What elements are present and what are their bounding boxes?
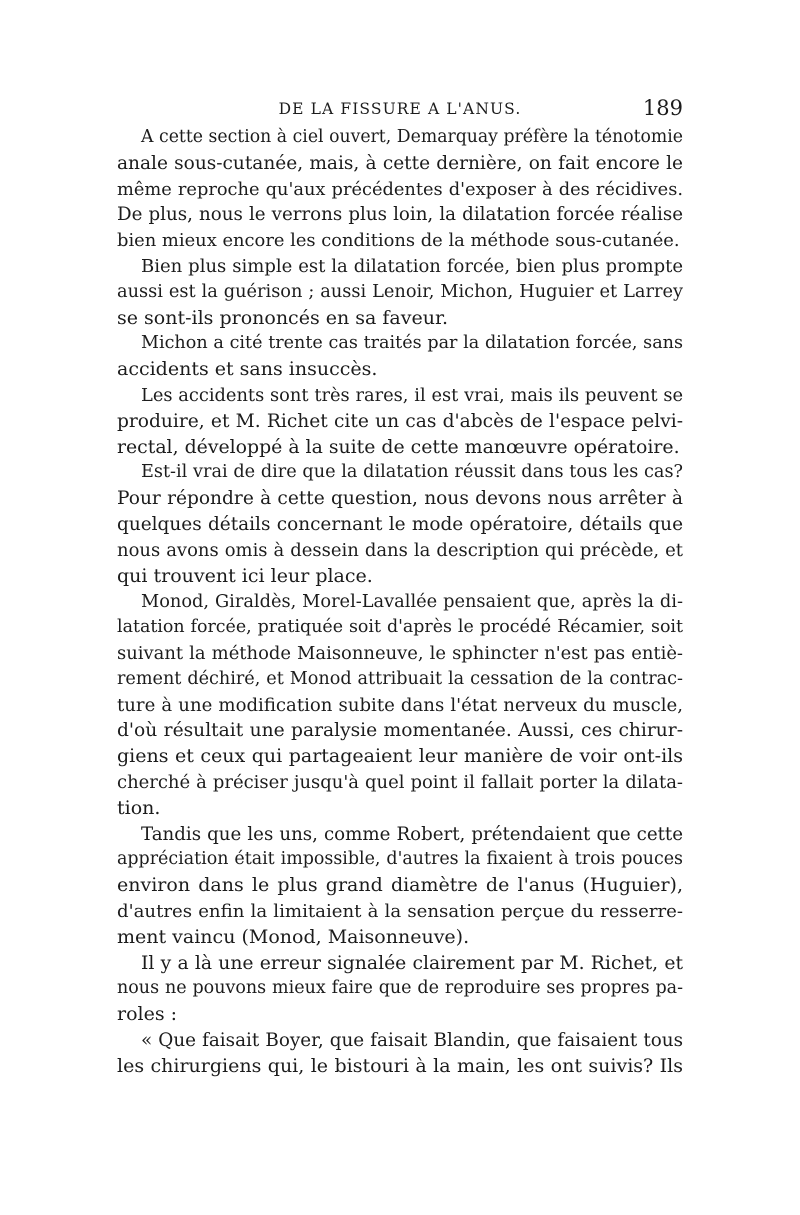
text-line: A cette section à ciel ouvert, Demarquay préfère la ténotomie: [141, 127, 683, 147]
text-line: Les accidents sont très rares, il est vrai, mais ils peuvent se: [141, 384, 683, 406]
text-line: giens et ceux qui partageaient leur manière de voir ont-ils: [117, 745, 683, 768]
text-line: latation forcée, pratiquée soit d'après le procédé Récamier, soit: [117, 617, 683, 638]
paragraph: [117, 1028, 683, 1080]
text-line: quelques détails concernant le mode opératoire, détails que: [117, 513, 683, 535]
text-line: suivant la méthode Maisonneuve, le sphincter n'est pas entiè-: [117, 642, 683, 664]
text-line: Il y a là une erreur signalée clairement par M. Richet, et: [141, 952, 683, 974]
text-line: « Que faisait Boyer, que faisait Blandin, que faisaient tous: [141, 1029, 683, 1051]
paragraph: [117, 589, 683, 821]
text-line: nous ne pouvons mieux faire que de reproduire ses propres pa-: [117, 978, 683, 999]
text-line: Monod, Giraldès, Morel-Lavallée pensaient que, après la di-: [141, 591, 683, 613]
text-line: Est-il vrai de dire que la dilatation réussit dans tous les cas?: [141, 462, 683, 483]
text-line: Bien plus simple est la dilatation forcée, bien plus prompte: [141, 255, 683, 277]
text-line: ture à une modification subite dans l'état nerveux du muscle,: [117, 694, 683, 716]
running-title: DE LA FISSURE A L'ANUS.: [278, 100, 522, 118]
text-line: bien mieux encore les conditions de la méthode sous-cutanée.: [117, 230, 680, 252]
text-line: rectal, développé à la suite de cette manœuvre opératoire.: [117, 435, 680, 458]
text-line: rement déchiré, et Monod attribuait la cessation de la contrac-: [117, 668, 683, 689]
text-line: tion.: [117, 796, 161, 819]
text-line: Pour répondre à cette question, nous devons nous arrêter à: [117, 488, 683, 510]
text-line: nous avons omis à dessein dans la description qui précède, et: [117, 539, 683, 561]
text-line: les chirurgiens qui, le bistouri à la main, les ont suivis? Ils: [117, 1054, 683, 1077]
text-line: d'où résultait une paralysie momentanée. Aussi, ces chirur-: [117, 720, 683, 742]
text-line: se sont-ils prononcés en sa faveur.: [117, 306, 448, 329]
text-line: cherché à préciser jusqu'à quel point il fallait porter la dilata-: [117, 771, 683, 793]
text-line: roles :: [117, 1003, 178, 1026]
text-line: Tandis que les uns, comme Robert, prétendaient que cette: [141, 823, 683, 845]
page-number: 189: [642, 96, 683, 120]
body-text: [117, 125, 683, 1079]
paragraph: [117, 460, 683, 589]
text-line: d'autres enfin la limitaient à la sensation perçue du resserre-: [117, 900, 683, 922]
text-line: De plus, nous le verrons plus loin, la dilatation forcée réalise: [117, 204, 683, 226]
text-line: ment vaincu (Monod, Maisonneuve).: [117, 925, 470, 948]
text-line: aussi est la guérison ; aussi Lenoir, Michon, Huguier et Larrey: [117, 281, 683, 302]
text-line: produire, et M. Richet cite un cas d'abcès de l'espace pelvi-: [117, 410, 683, 432]
running-header: [117, 96, 683, 122]
text-line: qui trouvent ici leur place.: [117, 564, 373, 587]
paragraph: [117, 331, 683, 383]
text-line: Michon a cité trente cas traités par la dilatation forcée, sans: [141, 333, 683, 354]
text-line: anale sous-cutanée, mais, à cette dernière, on fait encore le: [117, 152, 683, 174]
text-line: environ dans le plus grand diamètre de l'anus (Huguier),: [117, 874, 683, 897]
paragraph: [117, 822, 683, 951]
paragraph: [117, 254, 683, 331]
paragraph: [117, 125, 683, 254]
text-line: appréciation était impossible, d'autres la fixaient à trois pouces: [117, 849, 683, 870]
text-line: même reproche qu'aux précédentes d'exposer à des récidives.: [117, 178, 683, 200]
paragraph: [117, 383, 683, 460]
paragraph: [117, 951, 683, 1028]
text-line: accidents et sans insuccès.: [117, 358, 378, 381]
